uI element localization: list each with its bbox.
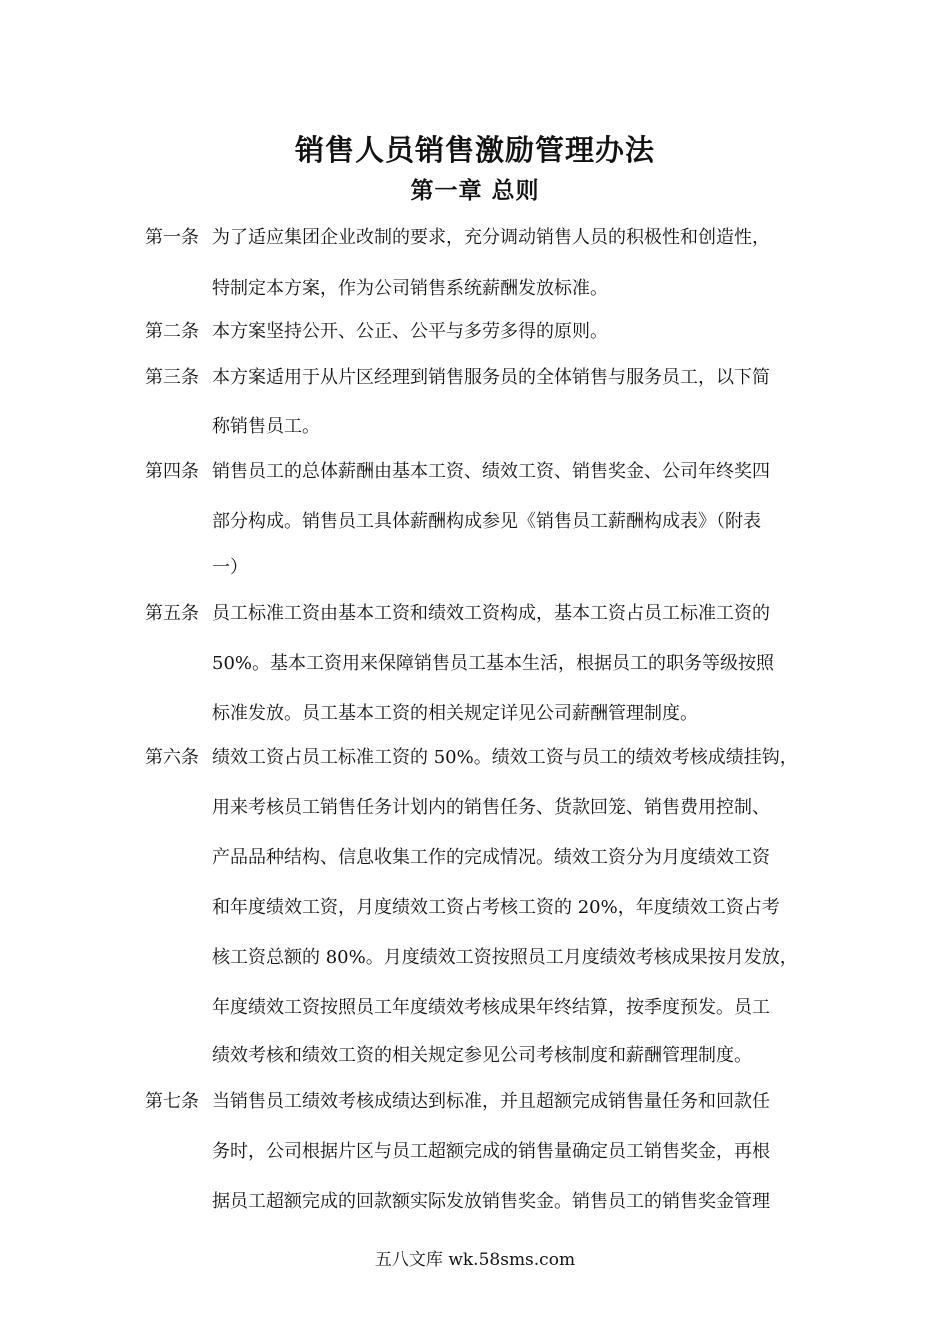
article-text-line: 标准发放。员工基本工资的相关规定详见公司薪酬管理制度。 bbox=[212, 703, 698, 724]
article-label: 第七条 bbox=[145, 1091, 199, 1112]
article-text-line: 务时，公司根据片区与员工超额完成的销售量确定员工销售奖金，再根 bbox=[212, 1141, 770, 1162]
article-text-line: 年度绩效工资按照员工年度绩效考核成果年终结算，按季度预发。员工 bbox=[212, 997, 770, 1018]
article-text-line: 本方案适用于从片区经理到销售服务员的全体销售与服务员工，以下简 bbox=[212, 367, 770, 388]
article-label: 第一条 bbox=[145, 227, 199, 248]
page-footer: 五八文库 wk.58sms.com bbox=[374, 1250, 576, 1270]
article-text-line: 称销售员工。 bbox=[212, 416, 320, 437]
article-text-line: 本方案坚持公开、公正、公平与多劳多得的原则。 bbox=[212, 321, 608, 342]
article-label: 第四条 bbox=[145, 461, 199, 482]
article-label: 第五条 bbox=[145, 603, 199, 624]
article-text-line: 一） bbox=[212, 557, 248, 578]
article-text-line: 绩效工资占员工标准工资的 50%。绩效工资与员工的绩效考核成绩挂钩， bbox=[212, 747, 798, 768]
article-text-line: 产品品种结构、信息收集工作的完成情况。绩效工资分为月度绩效工资 bbox=[212, 847, 770, 868]
article-text-line: 销售员工的总体薪酬由基本工资、绩效工资、销售奖金、公司年终奖四 bbox=[212, 461, 770, 482]
article-label: 第三条 bbox=[145, 367, 199, 388]
article-text-line: 员工标准工资由基本工资和绩效工资构成，基本工资占员工标准工资的 bbox=[212, 603, 770, 624]
article-text-line: 用来考核员工销售任务计划内的销售任务、货款回笼、销售费用控制、 bbox=[212, 797, 770, 818]
article-label: 第二条 bbox=[145, 321, 199, 342]
chapter-heading: 第一章 总则 bbox=[410, 177, 540, 204]
article-text-line: 50%。基本工资用来保障销售员工基本生活，根据员工的职务等级按照 bbox=[212, 653, 775, 674]
article-text-line: 部分构成。销售员工具体薪酬构成参见《销售员工薪酬构成表》（附表 bbox=[212, 511, 761, 532]
article-text-line: 据员工超额完成的回款额实际发放销售奖金。销售员工的销售奖金管理 bbox=[212, 1191, 770, 1212]
article-text-line: 特制定本方案，作为公司销售系统薪酬发放标准。 bbox=[212, 278, 608, 299]
article-text-line: 为了适应集团企业改制的要求，充分调动销售人员的积极性和创造性， bbox=[212, 227, 770, 248]
article-text-line: 核工资总额的 80%。月度绩效工资按照员工月度绩效考核成果按月发放， bbox=[212, 947, 798, 968]
article-text-line: 绩效考核和绩效工资的相关规定参见公司考核制度和薪酬管理制度。 bbox=[212, 1045, 752, 1066]
document-title: 销售人员销售激励管理办法 bbox=[294, 133, 655, 167]
article-label: 第六条 bbox=[145, 747, 199, 768]
article-text-line: 当销售员工绩效考核成绩达到标准，并且超额完成销售量任务和回款任 bbox=[212, 1091, 770, 1112]
article-text-line: 和年度绩效工资，月度绩效工资占考核工资的 20%，年度绩效工资占考 bbox=[212, 897, 780, 918]
